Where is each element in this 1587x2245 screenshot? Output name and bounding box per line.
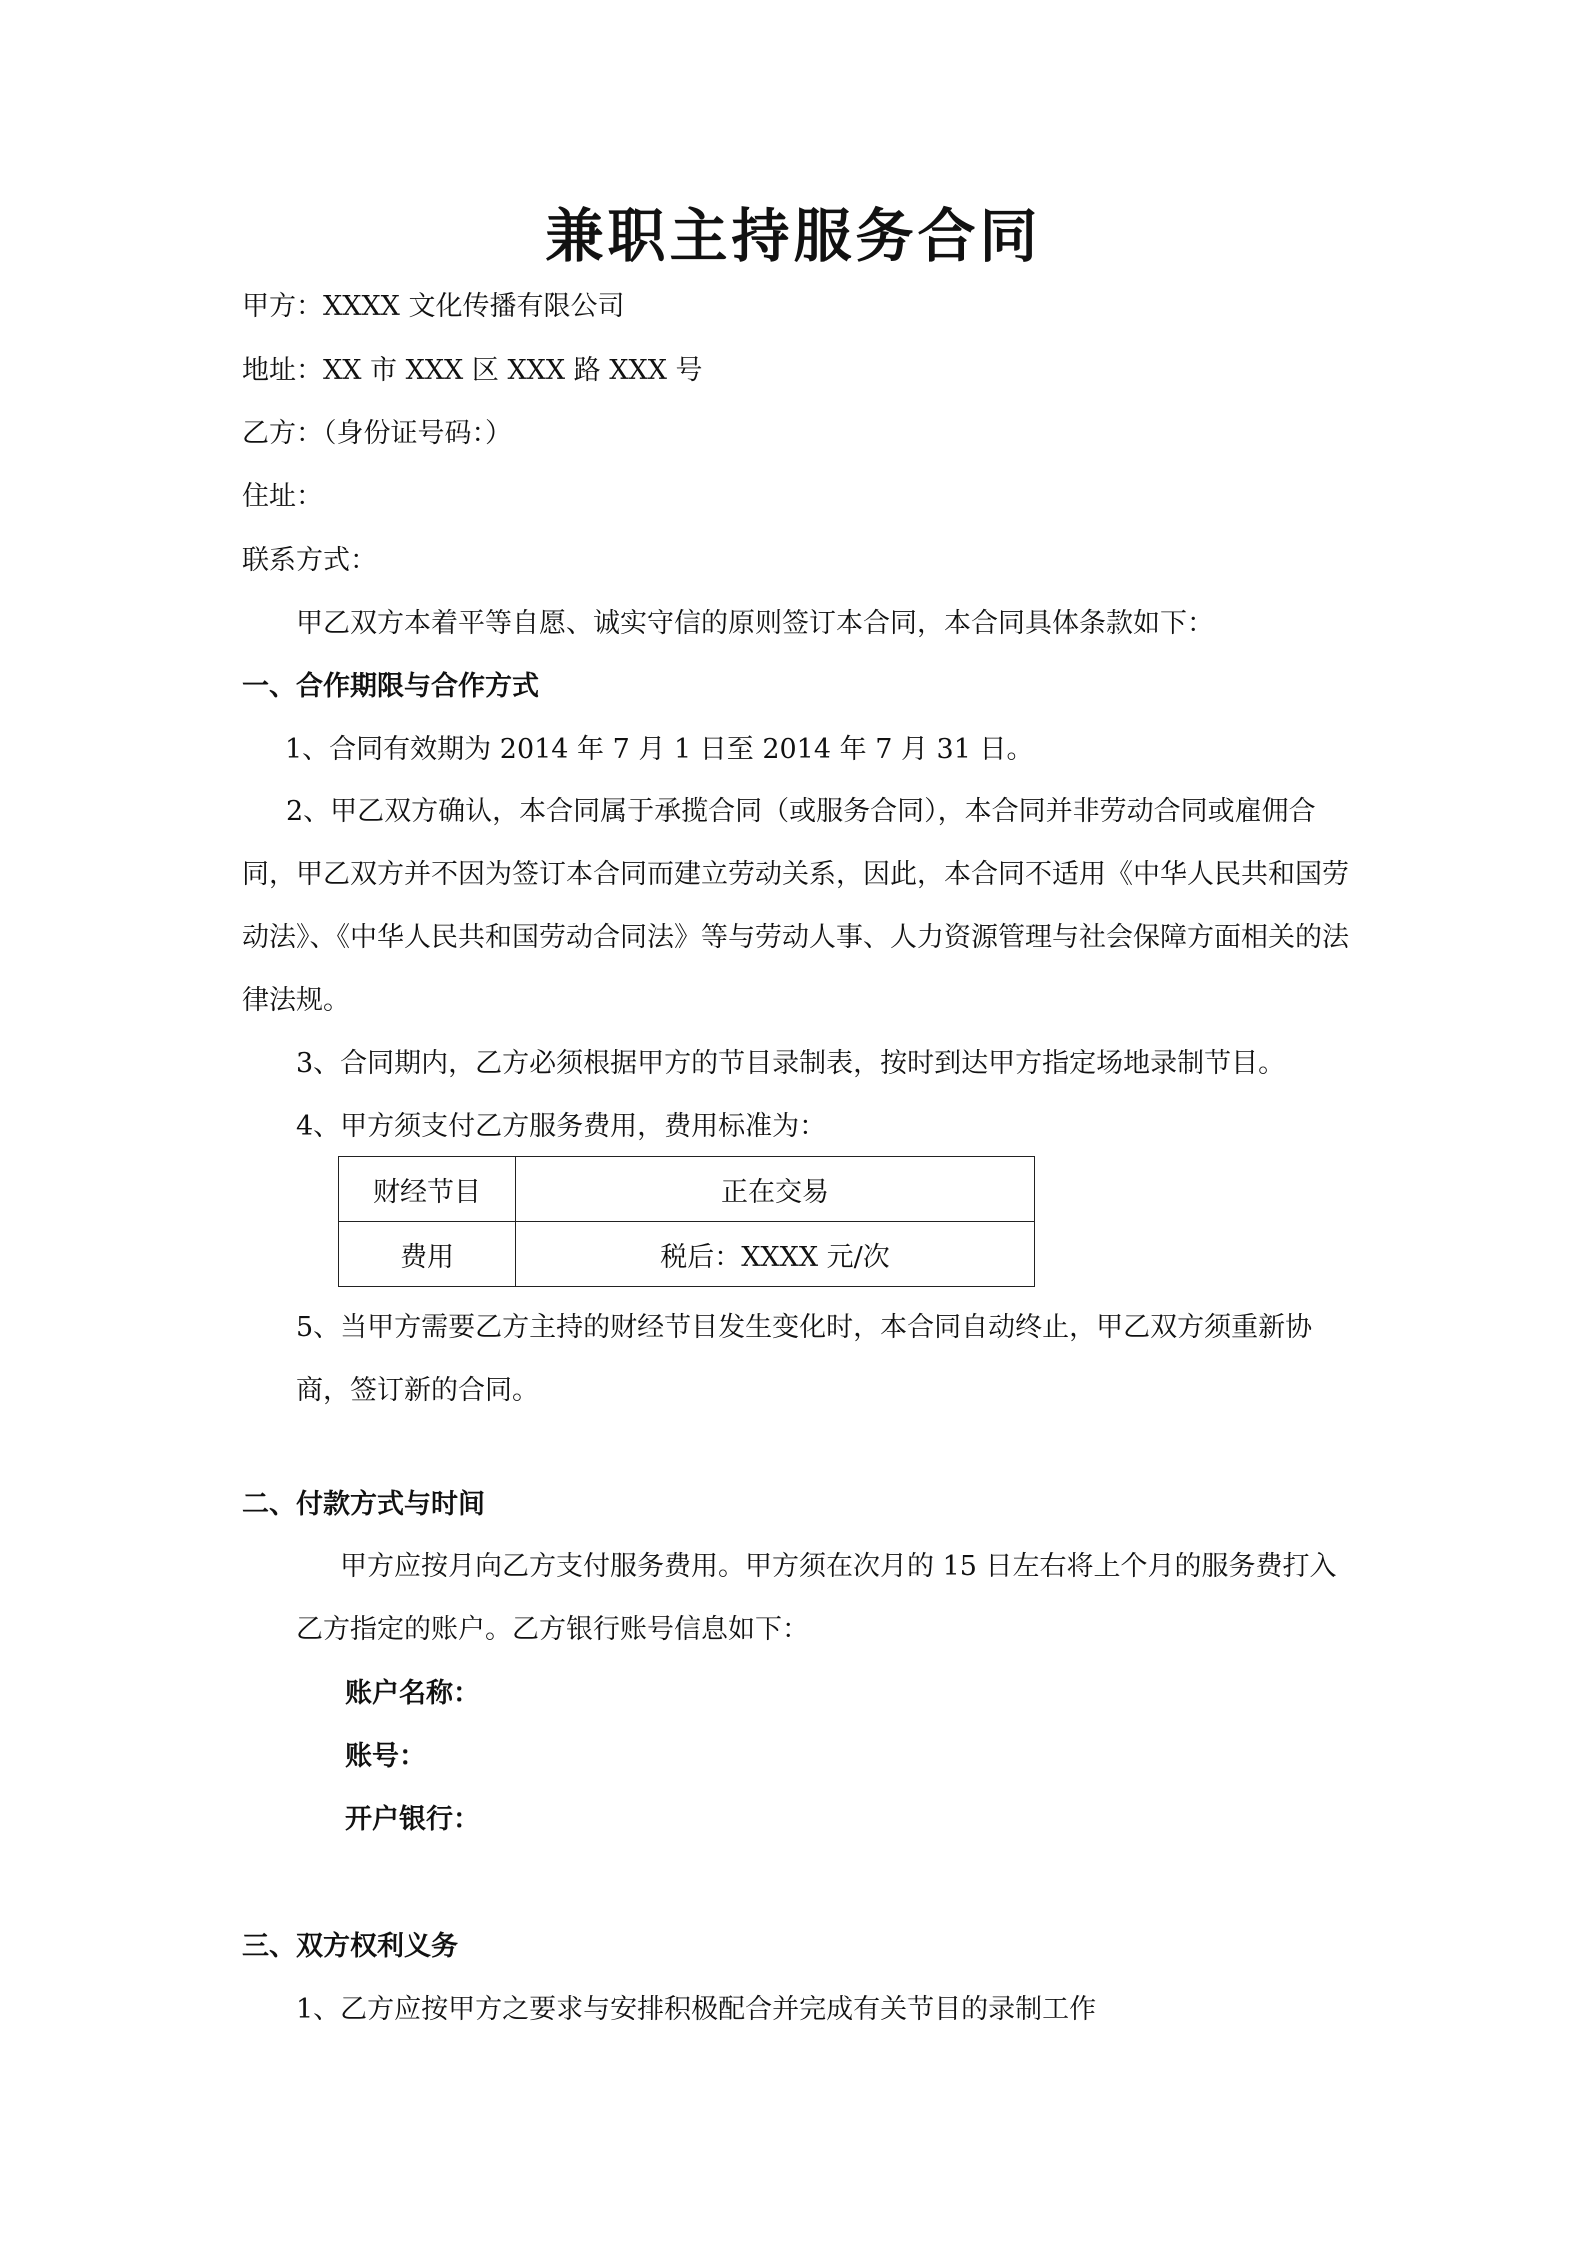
- section-2-heading: 二、付款方式与时间: [242, 1489, 485, 1520]
- clause-1-3: 3、合同期内，乙方必须根据甲方的节目录制表，按时到达甲方指定场地录制节目。: [296, 1048, 1286, 1079]
- preamble: 甲乙双方本着平等自愿、诚实守信的原则签订本合同，本合同具体条款如下：: [296, 608, 1214, 639]
- clause-1-5: 5、当甲方需要乙方主持的财经节目发生变化时，本合同自动终止，甲乙双方须重新协商，签订新的合同。: [296, 1312, 1313, 1406]
- party-b-name: 乙方：（身份证号码：）: [242, 418, 512, 449]
- party-a-name: 甲方：XXXX 文化传播有限公司: [242, 291, 625, 322]
- fee-table: [338, 1156, 1035, 1287]
- clause-1-4: 4、甲方须支付乙方服务费用，费用标准为：: [296, 1111, 827, 1142]
- table-row: [339, 1222, 1035, 1287]
- section-2-body: 甲方应按月向乙方支付服务费用。甲方须在次月的 15 日左右将上个月的服务费打入乙方指定的账户。乙方银行账号信息如下：: [296, 1551, 1337, 1645]
- fee-table-fee-value: 税后：XXXX 元/次: [516, 1222, 1035, 1287]
- account-number-label: 账号：: [345, 1741, 426, 1772]
- party-b-address: 住址：: [242, 481, 323, 512]
- bank-label: 开户银行：: [345, 1804, 480, 1835]
- clause-1-2: 2、甲乙双方确认，本合同属于承揽合同（或服务合同），本合同并非劳动合同或雇佣合同，甲乙双方并不因为签订本合同而建立劳动关系，因此，本合同不适用《中华人民共和国劳动法》、《中华人民共和国劳动合同法》等与劳动人事、人力资源管理与社会保障方面相关的法律法规。: [242, 796, 1349, 1016]
- section-3-heading: 三、双方权利义务: [242, 1931, 458, 1962]
- clause-3-1: 1、乙方应按甲方之要求与安排积极配合并完成有关节目的录制工作: [296, 1994, 1097, 2025]
- clause-1-1: 1、合同有效期为 2014 年 7 月 1 日至 2014 年 7 月 31 日。: [285, 734, 1034, 765]
- account-name-label: 账户名称：: [345, 1678, 480, 1709]
- party-b-contact: 联系方式：: [242, 545, 377, 576]
- fee-table-fee-label: 费用: [339, 1222, 516, 1287]
- document-title: 兼职主持服务合同: [545, 202, 1042, 270]
- table-row: [339, 1157, 1035, 1222]
- fee-table-program-label: 财经节目: [339, 1157, 516, 1222]
- section-1-heading: 一、合作期限与合作方式: [242, 671, 539, 702]
- party-a-address: 地址：XX 市 XXX 区 XXX 路 XXX 号: [242, 355, 703, 386]
- fee-table-program-value: 正在交易: [516, 1157, 1035, 1222]
